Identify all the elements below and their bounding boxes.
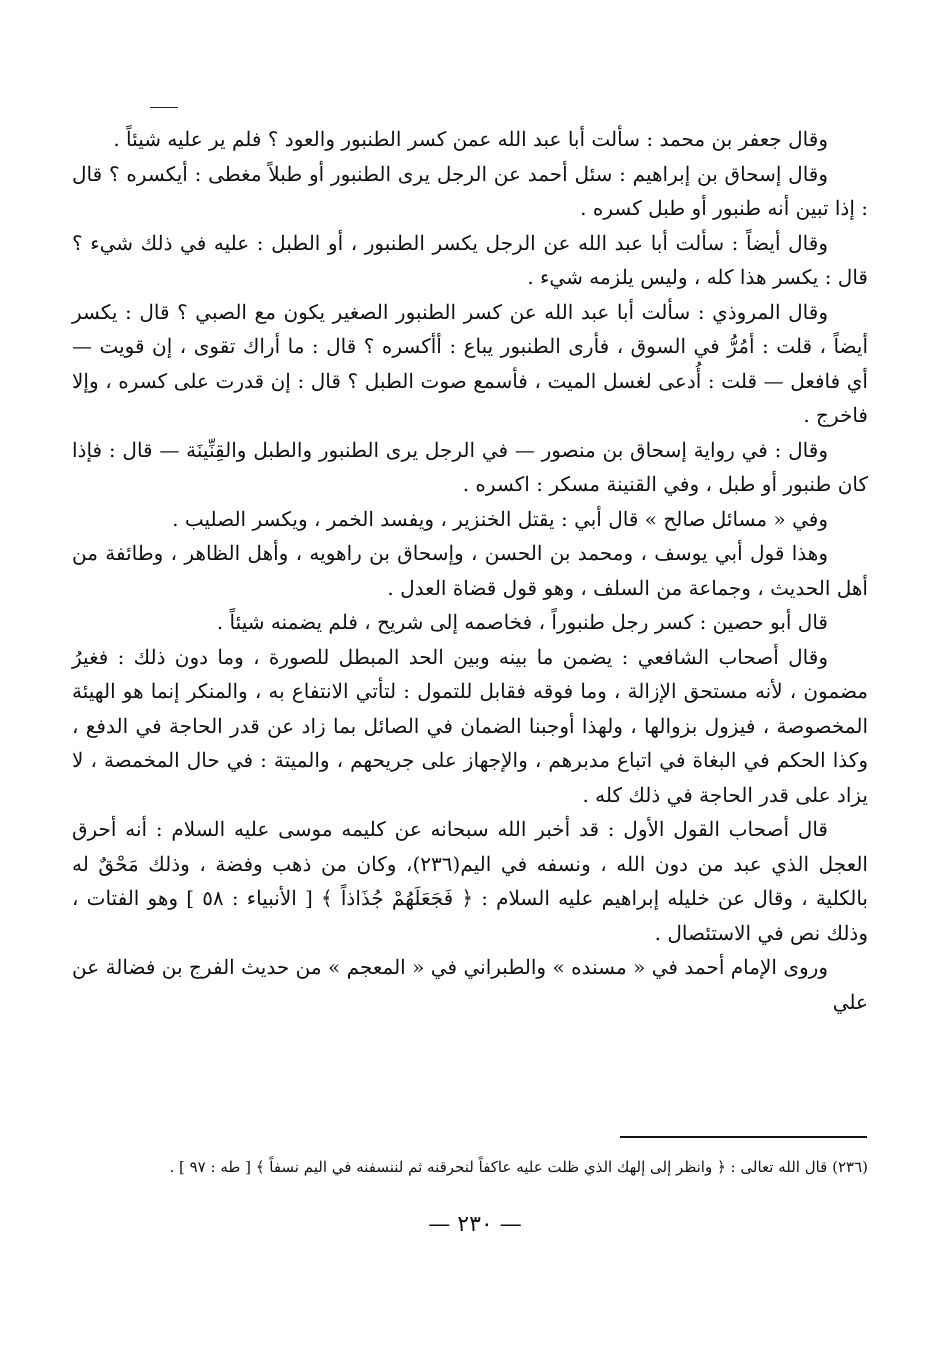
paragraph-3: وقال أيضاً : سألت أبا عبد الله عن الرجل يكسر الطنبور ، أو الطبل : عليه في ذلك شيء ؟ قال : يكسر هذا كله ، وليس يلزمه شيء . xyxy=(72,230,868,289)
footnote: (٢٣٦) قال الله تعالى : ﴿ وانظر إلى إلهك الذي ظلت عليه عاكفاً لنحرقنه ثم لننسفنه في اليم نسفاً ﴾ [ طه : ٩٧ ] . xyxy=(169,1158,868,1176)
page-number: — ٢٣٠ — xyxy=(428,1212,522,1237)
paragraph-10: قال أصحاب القول الأول : قد أخبر الله سبحانه عن كليمه موسى عليه السلام : أنه أحرق العجل الذي عبد من دون الله ، ونسفه في اليم(٢٣٦)، وكان من ذهب وفضة ، وذلك مَحْقٌ له بالكلية ، وقال عن خليله إبراهيم عليه السلام : ﴿ فَجَعَلَهُمْ جُذَاذاً ﴾ [ الأنبياء : ٥٨ ] وهو الفتات ، وذلك نص في الاستئصال . xyxy=(72,817,868,945)
paragraph-5: وقال : في رواية إسحاق بن منصور — في الرجل يرى الطنبور والطبل والقِنِّينَة — قال : فإذا كان طنبور أو طبل ، وفي القنينة مسكر : اكسره . xyxy=(72,437,868,496)
paragraph-8: قال أبو حصين : كسر رجل طنبوراً ، فخاصمه إلى شريح ، فلم يضمنه شيئاً . xyxy=(216,610,828,634)
paragraph-4: وقال المروذي : سألت أبا عبد الله عن كسر الطنبور الصغير يكون مع الصبي ؟ قال : يكسر أيضاً ، قلت : أمُرُّ في السوق ، فأرى الطنبور يباع : أأكسره ؟ قال : ما أراك تقوى ، إن قويت — أي فافعل — قلت : أُدعى لغسل الميت ، فأسمع صوت الطبل ؟ قال : إن قدرت على كسره ، وإلا فاخرج . xyxy=(72,299,868,427)
main-text xyxy=(72,122,868,1019)
footnote-divider xyxy=(620,1136,867,1138)
paragraph-2: وقال إسحاق بن إبراهيم : سئل أحمد عن الرجل يرى الطنبور أو طبلاً مغطى : أيكسره ؟ قال : إذا تبين أنه طنبور أو طبل كسره . xyxy=(72,161,868,220)
paragraph-9: وقال أصحاب الشافعي : يضمن ما بينه وبين الحد المبطل للصورة ، وما دون ذلك : فغيرُ مضمون ، لأنه مستحق الإزالة ، وما فوقه فقابل للتمول : لتأتي الانتفاع به ، والمنكر إنما هو الهيئة المخصوصة ، فيزول بزوالها ، ولهذا أوجبنا الضمان في الصائل بما زاد عن قدر الحاجة في الدفع ، وكذا الحكم في البغاة في اتباع مدبرهم ، والإجهاز على جريحهم ، والميتة : في حال المخمصة ، لا يزاد على قدر الحاجة في ذلك كله . xyxy=(72,644,869,807)
header-mark xyxy=(150,107,178,108)
paragraph-6: وفي « مسائل صالح » قال أبي : يقتل الخنزير ، ويفسد الخمر ، ويكسر الصليب . xyxy=(172,506,828,531)
paragraph-1: وقال جعفر بن محمد : سألت أبا عبد الله عمن كسر الطنبور والعود ؟ فلم ير عليه شيئاً . xyxy=(113,127,828,151)
paragraph-7: وهذا قول أبي يوسف ، ومحمد بن الحسن ، وإسحاق بن راهويه ، وأهل الظاهر ، وطائفة من أهل الحديث ، وجماعة من السلف ، وهو قول قضاة العدل . xyxy=(72,541,868,600)
paragraph-11: وروى الإمام أحمد في « مسنده » والطبراني في « المعجم » من حديث الفرج بن فضالة عن علي xyxy=(72,955,868,1014)
